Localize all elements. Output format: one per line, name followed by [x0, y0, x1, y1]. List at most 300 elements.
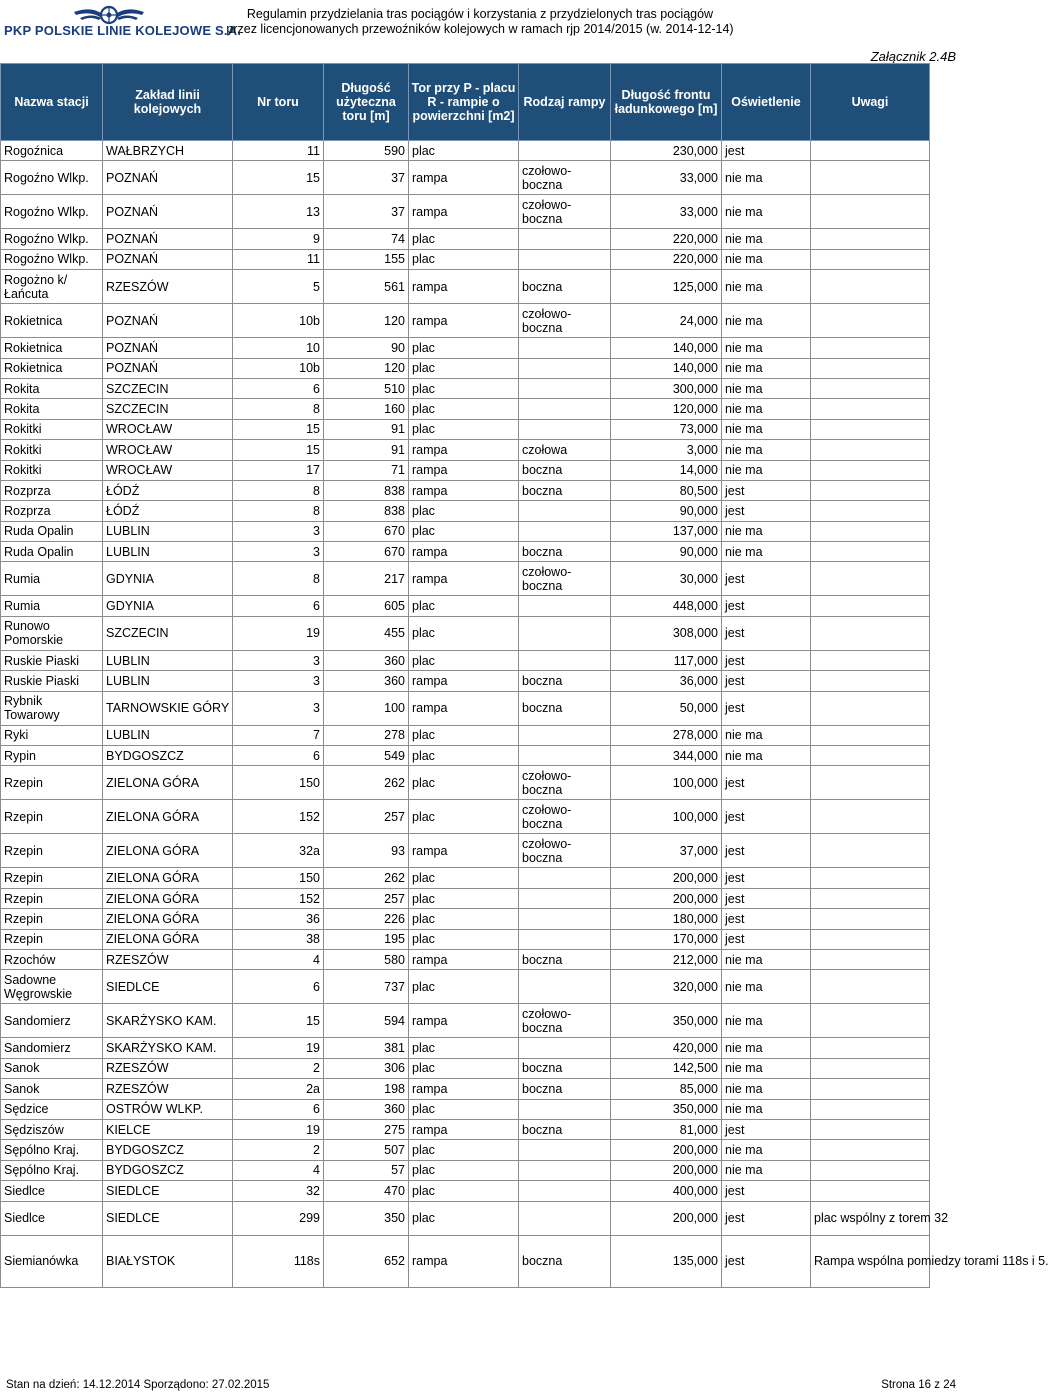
- track-location: rampa: [409, 949, 519, 969]
- line-plant: ZIELONA GÓRA: [103, 929, 233, 949]
- track-length: 605: [324, 596, 409, 616]
- track-location: rampa: [409, 460, 519, 480]
- notes: [811, 1058, 930, 1078]
- loading-front-length: 140,000: [611, 338, 722, 358]
- lighting: jest: [722, 616, 811, 650]
- line-plant: LUBLIN: [103, 671, 233, 691]
- table-row: [1, 338, 930, 358]
- track-length: 160: [324, 399, 409, 419]
- track-number: 11: [233, 141, 324, 161]
- track-number: 3: [233, 542, 324, 562]
- table-row: [1, 1038, 930, 1058]
- ramp-type: [519, 501, 611, 521]
- table-row: [1, 766, 930, 800]
- loading-front-length: 33,000: [611, 195, 722, 229]
- line-plant: POZNAŃ: [103, 161, 233, 195]
- track-length: 360: [324, 1099, 409, 1119]
- lighting: jest: [722, 650, 811, 670]
- ramp-type: boczna: [519, 542, 611, 562]
- station-name: Siedlce: [1, 1181, 103, 1201]
- line-plant: LUBLIN: [103, 542, 233, 562]
- track-location: plac: [409, 596, 519, 616]
- track-location: rampa: [409, 691, 519, 725]
- loading-front-length: 73,000: [611, 419, 722, 439]
- line-plant: SIEDLCE: [103, 1201, 233, 1235]
- track-length: 381: [324, 1038, 409, 1058]
- table-row: [1, 1099, 930, 1119]
- track-number: 3: [233, 671, 324, 691]
- track-length: 217: [324, 562, 409, 596]
- track-length: 350: [324, 1201, 409, 1235]
- ramp-type: [519, 141, 611, 161]
- line-plant: SKARŻYSKO KAM.: [103, 1004, 233, 1038]
- line-plant: ZIELONA GÓRA: [103, 766, 233, 800]
- station-name: Sadowne Węgrowskie: [1, 970, 103, 1004]
- notes: [811, 480, 930, 500]
- track-length: 120: [324, 304, 409, 338]
- track-number: 8: [233, 399, 324, 419]
- track-number: 9: [233, 229, 324, 249]
- notes: [811, 616, 930, 650]
- track-length: 90: [324, 338, 409, 358]
- line-plant: BIAŁYSTOK: [103, 1235, 233, 1287]
- notes: [811, 671, 930, 691]
- ramp-type: [519, 725, 611, 745]
- track-number: 6: [233, 596, 324, 616]
- line-plant: RZESZÓW: [103, 270, 233, 304]
- ramp-type: czołowo-boczna: [519, 161, 611, 195]
- track-location: plac: [409, 249, 519, 269]
- lighting: nie ma: [722, 542, 811, 562]
- track-location: rampa: [409, 1079, 519, 1099]
- line-plant: POZNAŃ: [103, 229, 233, 249]
- loading-front-length: 125,000: [611, 270, 722, 304]
- line-plant: SIEDLCE: [103, 1181, 233, 1201]
- track-location: rampa: [409, 834, 519, 868]
- station-name: Ruskie Piaski: [1, 671, 103, 691]
- col-header-line-plant: Zakład linii kolejowych: [103, 64, 233, 141]
- table-row: [1, 909, 930, 929]
- ramp-type: czołowo-boczna: [519, 1004, 611, 1038]
- track-location: rampa: [409, 562, 519, 596]
- notes: [811, 399, 930, 419]
- station-name: Rzepin: [1, 929, 103, 949]
- track-location: rampa: [409, 304, 519, 338]
- track-length: 561: [324, 270, 409, 304]
- track-number: 32: [233, 1181, 324, 1201]
- loading-front-length: 220,000: [611, 249, 722, 269]
- notes: [811, 909, 930, 929]
- track-number: 15: [233, 1004, 324, 1038]
- ramp-type: czołowo-boczna: [519, 195, 611, 229]
- loading-front-length: 100,000: [611, 766, 722, 800]
- track-length: 195: [324, 929, 409, 949]
- lighting: nie ma: [722, 949, 811, 969]
- track-length: 57: [324, 1160, 409, 1180]
- table-row: [1, 270, 930, 304]
- loading-front-length: 33,000: [611, 161, 722, 195]
- table-row: [1, 1201, 930, 1235]
- line-plant: LUBLIN: [103, 725, 233, 745]
- track-length: 580: [324, 949, 409, 969]
- track-length: 257: [324, 800, 409, 834]
- notes: [811, 929, 930, 949]
- ramp-type: [519, 521, 611, 541]
- ramp-type: [519, 399, 611, 419]
- ramp-type: [519, 888, 611, 908]
- notes: [811, 501, 930, 521]
- track-location: rampa: [409, 270, 519, 304]
- lighting: jest: [722, 766, 811, 800]
- line-plant: SZCZECIN: [103, 616, 233, 650]
- table-row: [1, 501, 930, 521]
- lighting: jest: [722, 868, 811, 888]
- table-row: [1, 480, 930, 500]
- loading-front-length: 90,000: [611, 501, 722, 521]
- station-name: Rzepin: [1, 766, 103, 800]
- lighting: nie ma: [722, 249, 811, 269]
- notes: [811, 868, 930, 888]
- station-name: Rokitki: [1, 460, 103, 480]
- loading-front-length: 100,000: [611, 800, 722, 834]
- track-location: rampa: [409, 1235, 519, 1287]
- track-length: 737: [324, 970, 409, 1004]
- track-length: 306: [324, 1058, 409, 1078]
- table-row: [1, 304, 930, 338]
- line-plant: ZIELONA GÓRA: [103, 888, 233, 908]
- line-plant: OSTRÓW WLKP.: [103, 1099, 233, 1119]
- loading-front-length: 170,000: [611, 929, 722, 949]
- lighting: nie ma: [722, 1099, 811, 1119]
- track-number: 15: [233, 161, 324, 195]
- lighting: jest: [722, 1201, 811, 1235]
- col-header-ramp-type: Rodzaj rampy: [519, 64, 611, 141]
- track-length: 198: [324, 1079, 409, 1099]
- table-row: [1, 1004, 930, 1038]
- lighting: nie ma: [722, 1140, 811, 1160]
- station-name: Runowo Pomorskie: [1, 616, 103, 650]
- track-location: plac: [409, 358, 519, 378]
- ramp-type: [519, 1181, 611, 1201]
- line-plant: ŁÓDŹ: [103, 480, 233, 500]
- table-row: [1, 229, 930, 249]
- track-location: rampa: [409, 195, 519, 229]
- lighting: jest: [722, 1119, 811, 1139]
- loading-front-length: 36,000: [611, 671, 722, 691]
- track-number: 6: [233, 746, 324, 766]
- track-location: plac: [409, 1201, 519, 1235]
- ramp-type: boczna: [519, 1119, 611, 1139]
- station-name: Rzepin: [1, 834, 103, 868]
- track-location: plac: [409, 521, 519, 541]
- ramp-type: [519, 358, 611, 378]
- table-row: [1, 141, 930, 161]
- track-location: plac: [409, 1140, 519, 1160]
- track-number: 19: [233, 1119, 324, 1139]
- lighting: jest: [722, 834, 811, 868]
- ramp-type: [519, 650, 611, 670]
- station-name: Rokitki: [1, 419, 103, 439]
- loading-front-length: 80,500: [611, 480, 722, 500]
- line-plant: SIEDLCE: [103, 970, 233, 1004]
- notes: [811, 161, 930, 195]
- track-location: plac: [409, 909, 519, 929]
- line-plant: KIELCE: [103, 1119, 233, 1139]
- track-number: 3: [233, 650, 324, 670]
- station-name: Rzepin: [1, 800, 103, 834]
- ramp-type: boczna: [519, 1058, 611, 1078]
- ramp-type: boczna: [519, 270, 611, 304]
- lighting: nie ma: [722, 746, 811, 766]
- col-header-lighting: Oświetlenie: [722, 64, 811, 141]
- notes: [811, 141, 930, 161]
- notes: [811, 596, 930, 616]
- ramp-type: [519, 1160, 611, 1180]
- station-name: Rzepin: [1, 888, 103, 908]
- station-name: Sanok: [1, 1058, 103, 1078]
- ramp-type: [519, 1201, 611, 1235]
- station-name: Siemianówka: [1, 1235, 103, 1287]
- table-row: [1, 1119, 930, 1139]
- loading-front-length: 200,000: [611, 1201, 722, 1235]
- track-location: plac: [409, 1181, 519, 1201]
- col-header-loading-front: Długość frontu ładunkowego [m]: [611, 64, 722, 141]
- line-plant: ŁÓDŹ: [103, 501, 233, 521]
- loading-front-length: 50,000: [611, 691, 722, 725]
- track-number: 32a: [233, 834, 324, 868]
- track-length: 226: [324, 909, 409, 929]
- loading-front-length: 3,000: [611, 440, 722, 460]
- footer-page-number: Strona 16 z 24: [881, 1379, 956, 1391]
- loading-front-length: 300,000: [611, 378, 722, 398]
- line-plant: RZESZÓW: [103, 1079, 233, 1099]
- ramp-type: boczna: [519, 1079, 611, 1099]
- loading-front-length: 24,000: [611, 304, 722, 338]
- loading-front-length: 200,000: [611, 1160, 722, 1180]
- station-name: Rzochów: [1, 949, 103, 969]
- loading-front-length: 230,000: [611, 141, 722, 161]
- table-row: [1, 1058, 930, 1078]
- ramp-type: [519, 616, 611, 650]
- track-location: plac: [409, 888, 519, 908]
- lighting: jest: [722, 1181, 811, 1201]
- notes: [811, 1004, 930, 1038]
- notes: [811, 1181, 930, 1201]
- notes: [811, 440, 930, 460]
- line-plant: WROCŁAW: [103, 419, 233, 439]
- station-name: Rozprza: [1, 480, 103, 500]
- track-length: 93: [324, 834, 409, 868]
- track-length: 590: [324, 141, 409, 161]
- ramp-type: boczna: [519, 480, 611, 500]
- lighting: nie ma: [722, 970, 811, 1004]
- notes: [811, 650, 930, 670]
- table-row: [1, 521, 930, 541]
- station-name: Sędziszów: [1, 1119, 103, 1139]
- track-location: rampa: [409, 161, 519, 195]
- track-number: 19: [233, 616, 324, 650]
- track-number: 118s: [233, 1235, 324, 1287]
- track-number: 4: [233, 1160, 324, 1180]
- track-location: plac: [409, 229, 519, 249]
- track-number: 10: [233, 338, 324, 358]
- track-location: rampa: [409, 1004, 519, 1038]
- track-number: 19: [233, 1038, 324, 1058]
- track-number: 6: [233, 1099, 324, 1119]
- line-plant: BYDGOSZCZ: [103, 1140, 233, 1160]
- notes: [811, 521, 930, 541]
- line-plant: POZNAŃ: [103, 195, 233, 229]
- track-length: 71: [324, 460, 409, 480]
- table-row: [1, 970, 930, 1004]
- line-plant: SKARŻYSKO KAM.: [103, 1038, 233, 1058]
- notes: [811, 378, 930, 398]
- station-name: Rokietnica: [1, 304, 103, 338]
- station-name: Ryki: [1, 725, 103, 745]
- lighting: nie ma: [722, 1160, 811, 1180]
- notes: [811, 691, 930, 725]
- line-plant: ZIELONA GÓRA: [103, 909, 233, 929]
- line-plant: SZCZECIN: [103, 399, 233, 419]
- table-row: [1, 1181, 930, 1201]
- track-length: 670: [324, 542, 409, 562]
- logo-wordmark: PKP POLSKIE LINIE KOLEJOWE S.A.: [4, 23, 242, 38]
- notes: [811, 834, 930, 868]
- station-name: Rumia: [1, 596, 103, 616]
- footer-status: Stan na dzień: 14.12.2014 Sporządono: 27.02.2015: [6, 1379, 270, 1391]
- loading-front-length: 350,000: [611, 1099, 722, 1119]
- col-header-station: Nazwa stacji: [1, 64, 103, 141]
- track-number: 10b: [233, 304, 324, 338]
- track-location: rampa: [409, 542, 519, 562]
- track-location: plac: [409, 650, 519, 670]
- line-plant: GDYNIA: [103, 596, 233, 616]
- loading-front-length: 81,000: [611, 1119, 722, 1139]
- loading-front-length: 85,000: [611, 1079, 722, 1099]
- lighting: nie ma: [722, 229, 811, 249]
- loading-front-length: 14,000: [611, 460, 722, 480]
- track-number: 8: [233, 480, 324, 500]
- notes: Rampa wspólna pomiedzy torami 118s i 5.: [811, 1235, 930, 1287]
- table-row: [1, 725, 930, 745]
- col-header-notes: Uwagi: [811, 64, 930, 141]
- station-name: Sandomierz: [1, 1004, 103, 1038]
- lighting: nie ma: [722, 161, 811, 195]
- table-row: [1, 616, 930, 650]
- notes: [811, 542, 930, 562]
- table-row: [1, 542, 930, 562]
- station-name: Ruda Opalin: [1, 521, 103, 541]
- loading-front-length: 30,000: [611, 562, 722, 596]
- table-row: [1, 949, 930, 969]
- track-number: 15: [233, 440, 324, 460]
- track-location: plac: [409, 868, 519, 888]
- loading-front-length: 200,000: [611, 868, 722, 888]
- header-row: [1, 64, 930, 141]
- loading-front-length: 120,000: [611, 399, 722, 419]
- station-name: Rogożno k/Łańcuta: [1, 270, 103, 304]
- track-location: plac: [409, 746, 519, 766]
- table-row: [1, 834, 930, 868]
- lighting: jest: [722, 909, 811, 929]
- loading-front-length: 344,000: [611, 746, 722, 766]
- track-length: 470: [324, 1181, 409, 1201]
- ramp-type: [519, 868, 611, 888]
- ramp-type: [519, 378, 611, 398]
- track-length: 838: [324, 501, 409, 521]
- track-length: 257: [324, 888, 409, 908]
- lighting: nie ma: [722, 338, 811, 358]
- track-location: plac: [409, 378, 519, 398]
- track-number: 13: [233, 195, 324, 229]
- ramp-type: boczna: [519, 949, 611, 969]
- line-plant: WROCŁAW: [103, 460, 233, 480]
- track-number: 6: [233, 970, 324, 1004]
- ramp-type: [519, 249, 611, 269]
- track-location: plac: [409, 1099, 519, 1119]
- lighting: jest: [722, 691, 811, 725]
- notes: [811, 562, 930, 596]
- lighting: nie ma: [722, 378, 811, 398]
- station-name: Rumia: [1, 562, 103, 596]
- notes: [811, 970, 930, 1004]
- line-plant: POZNAŃ: [103, 358, 233, 378]
- ramp-type: czołowa: [519, 440, 611, 460]
- table-row: [1, 800, 930, 834]
- line-plant: POZNAŃ: [103, 304, 233, 338]
- track-location: plac: [409, 338, 519, 358]
- table-row: [1, 358, 930, 378]
- lighting: jest: [722, 929, 811, 949]
- track-location: rampa: [409, 480, 519, 500]
- station-name: Sędzice: [1, 1099, 103, 1119]
- lighting: jest: [722, 480, 811, 500]
- track-number: 152: [233, 888, 324, 908]
- track-length: 455: [324, 616, 409, 650]
- ramp-type: [519, 929, 611, 949]
- station-name: Rokita: [1, 378, 103, 398]
- table-row: [1, 399, 930, 419]
- station-name: Sępólno Kraj.: [1, 1160, 103, 1180]
- title-line-2: przez licencjonowanych przewoźników kolejowych w ramach rjp 2014/2015 (w. 2014-12-14): [226, 22, 734, 36]
- track-length: 74: [324, 229, 409, 249]
- lighting: nie ma: [722, 1058, 811, 1078]
- track-location: rampa: [409, 440, 519, 460]
- track-length: 507: [324, 1140, 409, 1160]
- lighting: nie ma: [722, 1079, 811, 1099]
- track-length: 37: [324, 195, 409, 229]
- table-row: [1, 596, 930, 616]
- station-name: Rybnik Towarowy: [1, 691, 103, 725]
- track-length: 549: [324, 746, 409, 766]
- ramp-type: [519, 1140, 611, 1160]
- track-length: 360: [324, 671, 409, 691]
- table-row: [1, 161, 930, 195]
- station-name: Ruda Opalin: [1, 542, 103, 562]
- table-row: [1, 746, 930, 766]
- line-plant: POZNAŃ: [103, 249, 233, 269]
- ramp-type: boczna: [519, 691, 611, 725]
- station-name: Sandomierz: [1, 1038, 103, 1058]
- ramp-type: [519, 338, 611, 358]
- track-length: 120: [324, 358, 409, 378]
- col-header-track-at: Tor przy P - placu R - rampie o powierzchni [m2]: [409, 64, 519, 141]
- track-number: 2: [233, 1140, 324, 1160]
- title-line-1: Regulamin przydzielania tras pociągów i korzystania z przydzielonych tras pociągów: [246, 7, 714, 21]
- track-length: 155: [324, 249, 409, 269]
- table-row: [1, 419, 930, 439]
- notes: [811, 460, 930, 480]
